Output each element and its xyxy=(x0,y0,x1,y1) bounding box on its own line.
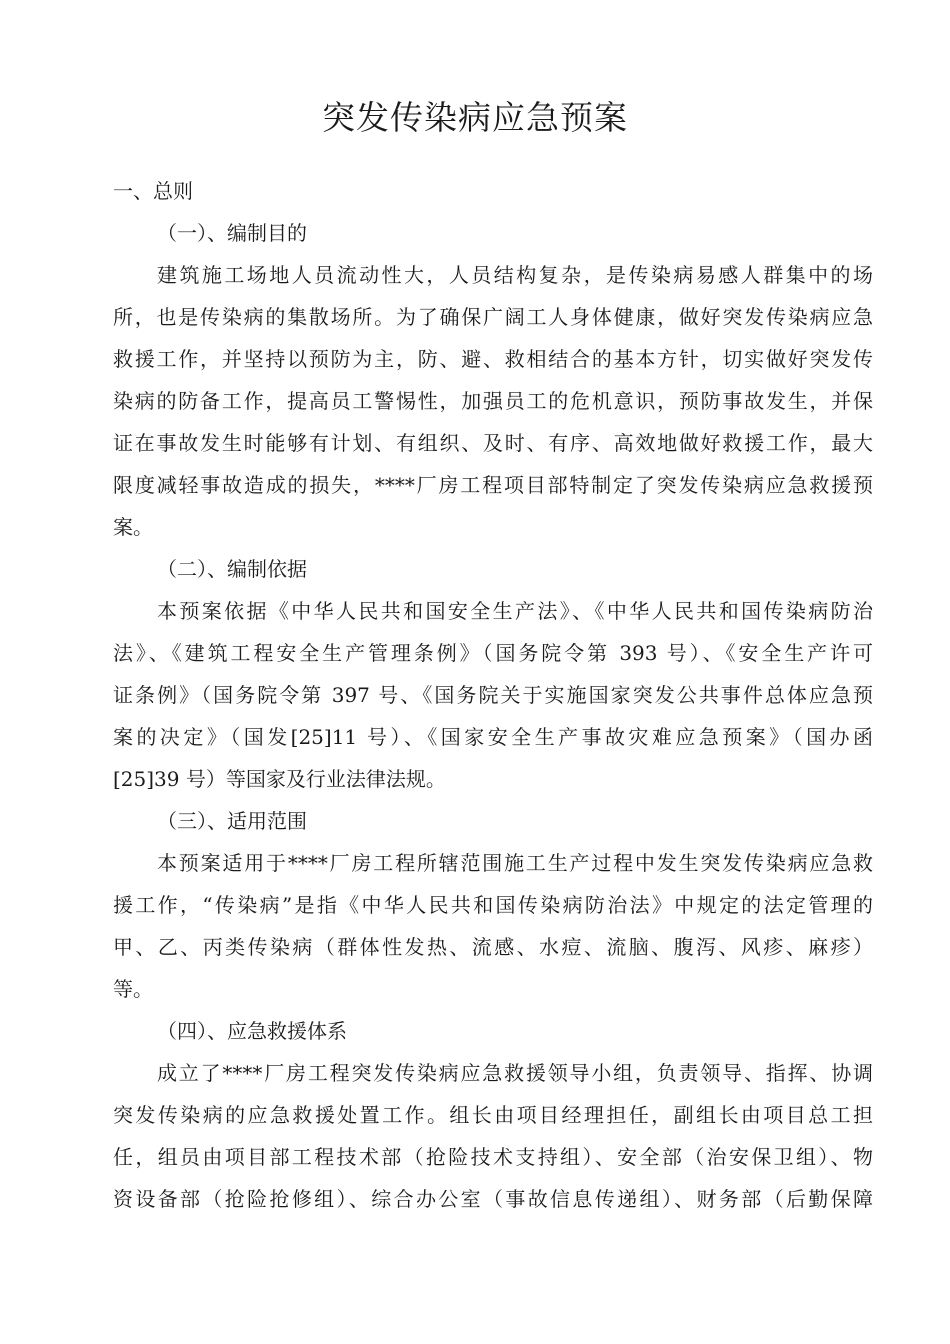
sub-heading-system: （四）、应急救援体系 xyxy=(157,1019,347,1043)
sub-heading-basis: （二）、编制依据 xyxy=(157,557,307,581)
text-line: 本预案依据《中华人民共和国安全生产法》、《中华人民共和国传染病防治 xyxy=(157,599,873,623)
paragraph-scope xyxy=(113,842,873,1010)
text-line: 法》、《建筑工程安全生产管理条例》（国务院令第 393 号）、《安全生产许可 xyxy=(113,641,873,665)
text-line: 救援工作，并坚持以预防为主，防、避、救相结合的基本方针，切实做好突发传 xyxy=(113,347,873,371)
text-line: 案。 xyxy=(113,515,153,539)
text-line: 案的决定》（国发[25]11 号）、《国家安全生产事故灾难应急预案》（国办函 xyxy=(113,725,873,749)
paragraph-system xyxy=(113,1052,873,1220)
text-line: [25]39 号）等国家及行业法律法规。 xyxy=(113,767,446,791)
document-title: 突发传染病应急预案 xyxy=(322,98,628,137)
sub-heading-purpose: （一）、编制目的 xyxy=(157,221,307,245)
text-line: 任，组员由项目部工程技术部（抢险技术支持组）、安全部（治安保卫组）、物 xyxy=(113,1145,873,1169)
paragraph-purpose xyxy=(113,254,873,548)
sub-heading-scope: （三）、适用范围 xyxy=(157,809,307,833)
text-line: 援工作，“传染病”是指《中华人民共和国传染病防治法》中规定的法定管理的 xyxy=(113,893,873,917)
text-line: 所，也是传染病的集散场所。为了确保广阔工人身体健康，做好突发传染病应急 xyxy=(113,305,873,329)
text-line: 证条例》（国务院令第 397 号、《国务院关于实施国家突发公共事件总体应急预 xyxy=(113,683,873,707)
document-body xyxy=(113,170,873,1220)
text-line: 建筑施工场地人员流动性大，人员结构复杂，是传染病易感人群集中的场 xyxy=(157,263,873,287)
text-line: 证在事故发生时能够有计划、有组织、及时、有序、高效地做好救援工作，最大 xyxy=(113,431,873,455)
text-line: 资设备部（抢险抢修组）、综合办公室（事故信息传递组）、财务部（后勤保障 xyxy=(113,1187,873,1211)
text-line: 本预案适用于****厂房工程所辖范围施工生产过程中发生突发传染病应急救 xyxy=(157,851,873,875)
text-line: 突发传染病的应急救援处置工作。组长由项目经理担任，副组长由项目总工担 xyxy=(113,1103,873,1127)
paragraph-basis xyxy=(113,590,873,800)
text-line: 甲、乙、丙类传染病（群体性发热、流感、水痘、流脑、腹泻、风疹、麻疹） xyxy=(113,935,873,959)
text-line: 限度减轻事故造成的损失，****厂房工程项目部特制定了突发传染病应急救援预 xyxy=(113,473,873,497)
text-line: 等。 xyxy=(113,977,153,1001)
text-line: 成立了****厂房工程突发传染病应急救援领导小组，负责领导、指挥、协调 xyxy=(157,1061,873,1085)
text-line: 染病的防备工作，提高员工警惕性，加强员工的危机意识，预防事故发生，并保 xyxy=(113,389,873,413)
section-heading-general: 一、总则 xyxy=(113,179,193,203)
